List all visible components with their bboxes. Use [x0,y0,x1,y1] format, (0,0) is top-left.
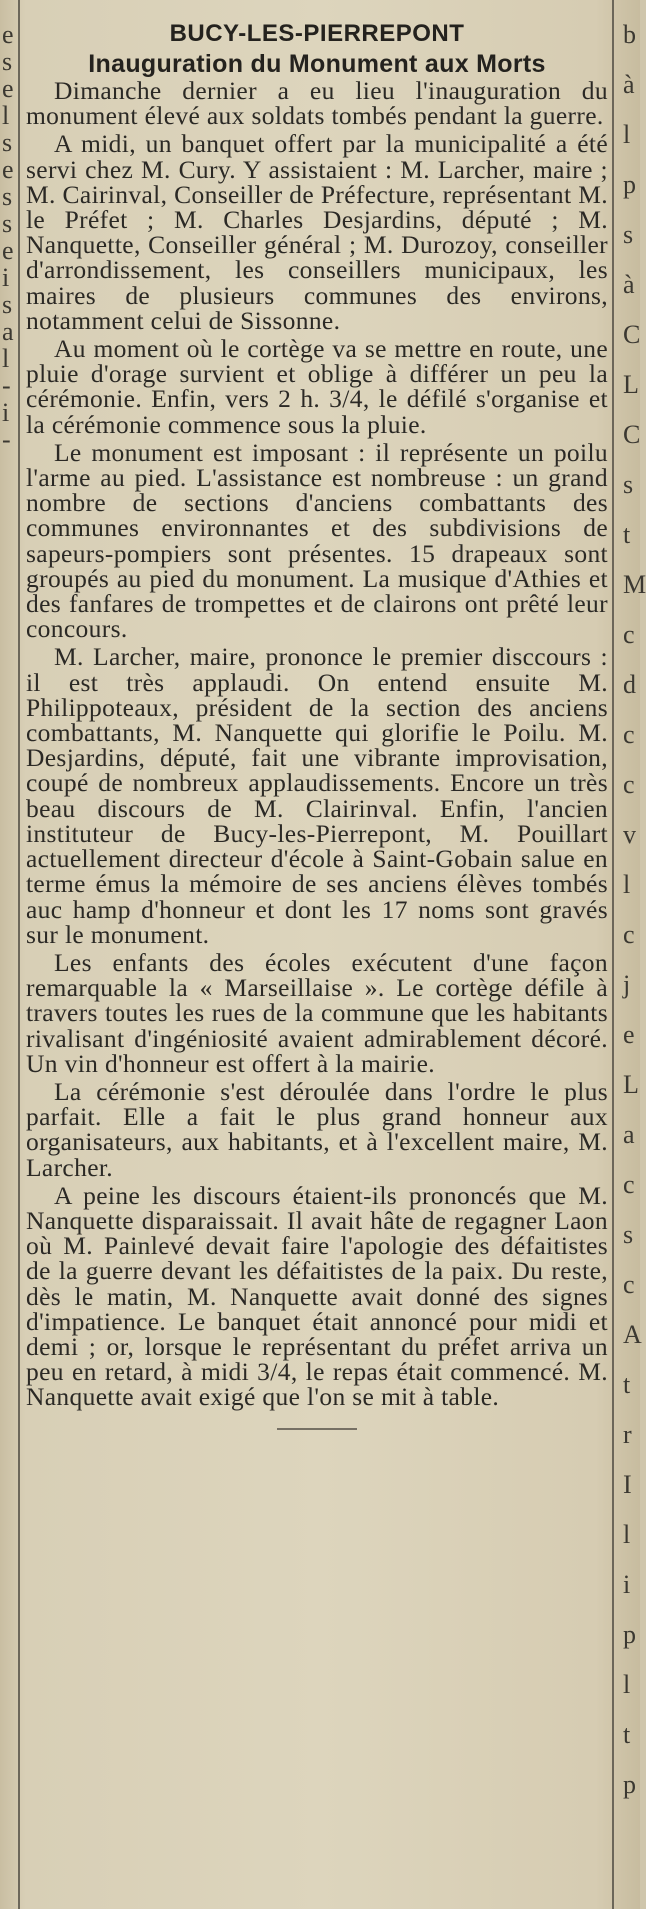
column-fragment-letter: c [623,1170,635,1199]
article-paragraph: Dimanche dernier a eu lieu l'inauguration du monument élevé aux soldats tombés pendant la guerre. [26,76,608,131]
column-fragment-letter: v [623,820,636,849]
column-fragment-letter: c [623,770,635,799]
column-fragment-letter: s [623,1220,634,1249]
article-paragraph: A midi, un banquet offert par la municipalité a été servi chez M. Cury. Y assistaient : M. Larcher, maire ; M. Cairinval, Conseiller de Préfecture, représentant M. le Préfet ; M. Charles Desjardins, député ; M. Nanquette, Conseiller général ; M. Durozoy, conseiller d'arrondissement, les conseillers municipaux, les maires de plusieurs communes des environs, notamment celui de Sissonne. [26,129,608,335]
column-fragment-letter: à [623,70,635,99]
article-headline: BUCY-LES-PIERREPONT [169,20,465,47]
column-fragment-letter: s [623,470,634,499]
column-fragment-letter: s [2,128,13,157]
article-paragraph: A peine les discours étaient-ils prononcés que M. Nanquette disparaissait. Il avait hâte de regagner Laon où M. Painlevé devait faire l'apologie des défaitistes de la guerre devant les défaitistes de la paix. Du reste, dès le matin, M. Nanquette avait donné des signes d'impatience. Le banquet était annoncé pour midi et demi ; or, lorsque le représentant du préfet arriva un peu en retard, à midi 3/4, le repas était commencé. M. Nanquette avait exigé que l'on se mit à table. [26,1180,608,1412]
column-fragment-letter: t [623,1720,631,1749]
column-fragment-letter: s [2,290,13,319]
article-paragraph: La cérémonie s'est déroulée dans l'ordre le plus parfait. Elle a fait le plus grand honneur aux organisateurs, aux habitants, et à l'excellent maire, M. Larcher. [26,1076,608,1182]
column-fragment-letter: s [2,47,13,76]
column-fragment-letter: C [623,420,641,449]
column-fragment-letter: - [2,425,11,454]
article-paragraph: Le monument est imposant : il représente un poilu l'arme au pied. L'assistance est nombreuse : un grand nombre de sections d'anciens combattants des communes environnantes et des subdivisions de sapeurs-pompiers sont présentes. 15 drapeaux sont groupés au pied du monument. La musique d'Athies et des fanfares de trompettes et de clairons ont prêté leur concours. [26,437,608,644]
column-fragment-letter: L [623,1070,639,1099]
right-column-fragment [616,0,646,1909]
column-fragment-letter: e [623,1020,635,1049]
column-fragment-letter: - [2,371,11,400]
column-fragment-letter: c [623,1270,635,1299]
column-fragment-letter: à [623,270,635,299]
article-body [26,78,608,1410]
column-fragment-letter: e [2,20,14,49]
column-fragment-letter: A [623,1320,642,1349]
column-fragment-letter: c [623,920,635,949]
article-subheadline: Inauguration du Monument aux Morts [88,50,546,78]
column-fragment-letter: p [623,1770,636,1799]
column-fragment-letter: a [623,1120,635,1149]
column-fragment-letter: p [623,1620,636,1649]
article-paragraph: Les enfants des écoles exécutent d'une façon remarquable la « Marseillaise ». Le cortège défile à travers toutes les rues de la commune que les habitants rivalisant d'ingéniosité avaient admirablement décoré. Un vin d'honneur est offert à la mairie. [26,947,608,1078]
column-fragment-letter: I [623,1470,632,1499]
column-fragment-letter: e [2,74,14,103]
column-fragment-letter: i [2,263,10,292]
column-fragment-letter: l [623,870,631,899]
column-fragment-letter: l [623,1520,631,1549]
article [26,20,608,1430]
column-fragment-letter: t [623,1370,631,1399]
column-fragment-letter: C [623,320,641,349]
column-fragment-letter: l [623,1670,631,1699]
column-rule-left [18,0,20,1909]
column-fragment-letter: c [623,720,635,749]
column-fragment-letter: i [623,1570,631,1599]
column-fragment-letter: b [623,20,636,49]
column-fragment-letter: s [2,182,13,211]
column-fragment-letter: e [2,155,14,184]
article-paragraph: Au moment où le cortège va se mettre en route, une pluie d'orage survient et oblige à différer un peu la cérémonie. Enfin, vers 2 h. 3/4, le défilé s'organise et la cérémonie commence sous la pluie. [26,334,608,439]
column-fragment-letter: j [623,970,631,999]
column-fragment-letter: s [2,209,13,238]
column-fragment-letter: c [623,620,635,649]
column-fragment-letter: r [623,1420,632,1449]
article-paragraph: M. Larcher, maire, prononce le premier disccours : il est très applaudi. On entend ensuite M. Philippoteaux, président de la section des anciens combattants, M. Nanquette qui glorifie le Poilu. M. Desjardins, député, fait une vibrante improvisation, coupé de nombreux applaudissements. Encore un très beau discours de M. Clairinval. Enfin, l'ancien instituteur de Bucy-les-Pierrepont, M. Pouillart actuellement directeur d'école à Saint-Gobain salue en terme émus la mémoire de ses anciens élèves tombés auc hamp d'honneur et dont les 17 noms sont gravés sur le monument. [26,642,608,949]
column-fragment-letter: t [623,520,631,549]
article-end-rule [277,1428,357,1430]
column-fragment-letter: i [2,398,10,427]
column-fragment-letter: M [623,570,646,599]
column-fragment-letter: s [623,220,634,249]
column-fragment-letter: a [2,317,14,346]
column-fragment-letter: L [623,370,639,399]
column-fragment-letter: d [623,670,636,699]
column-rule-right [612,0,614,1909]
column-fragment-letter: l [623,120,631,149]
column-fragment-letter: l [2,101,10,130]
column-fragment-letter: l [2,344,10,373]
column-fragment-letter: p [623,170,636,199]
left-column-fragment [0,0,16,1909]
column-fragment-letter: e [2,236,14,265]
